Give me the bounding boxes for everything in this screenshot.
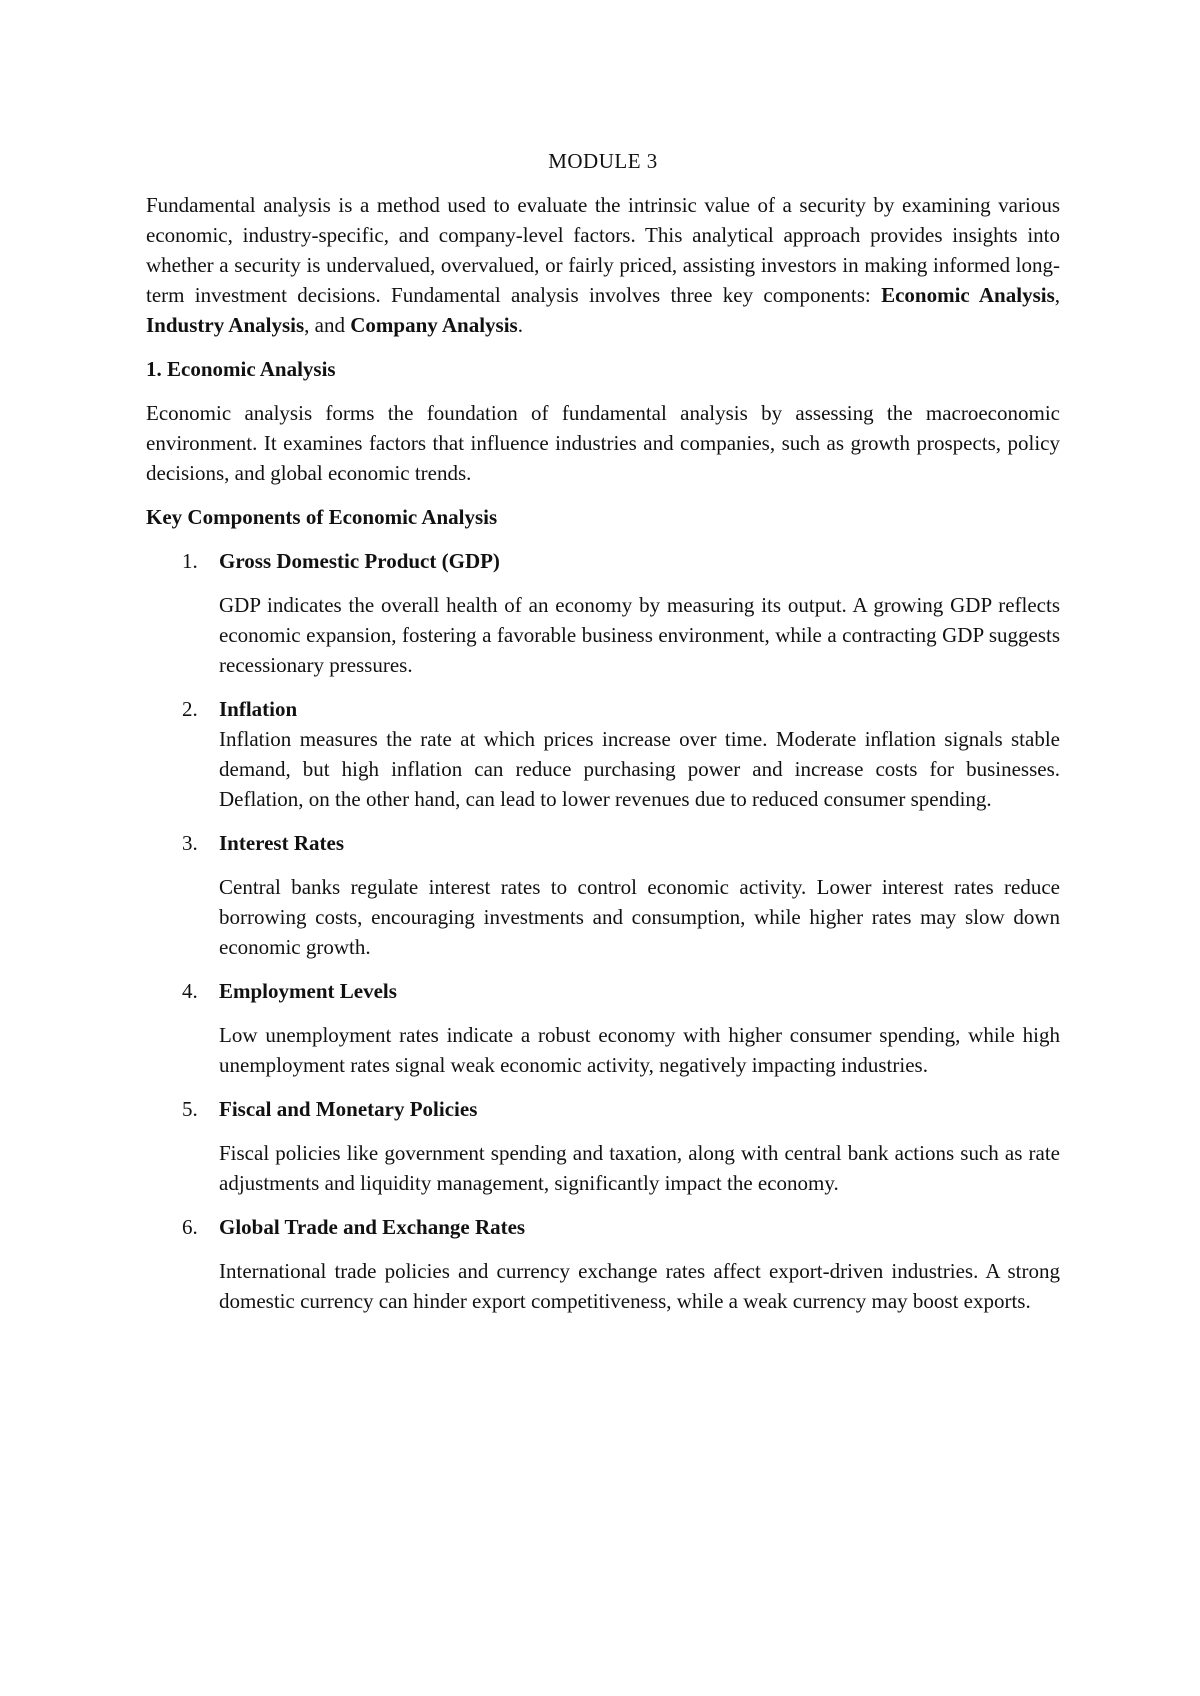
list-item-title: Gross Domestic Product (GDP) xyxy=(219,549,500,573)
list-item-number: 2. xyxy=(182,697,198,721)
list-item-title: Fiscal and Monetary Policies xyxy=(219,1097,478,1121)
list-item-gdp xyxy=(146,546,1060,680)
list-item-title: Inflation xyxy=(219,697,298,721)
list-item-title: Global Trade and Exchange Rates xyxy=(219,1215,526,1239)
intro-bold-industry: Industry Analysis xyxy=(146,313,305,337)
key-components-heading: Key Components of Economic Analysis xyxy=(146,505,498,529)
list-item-body: Central banks regulate interest rates to control economic activity. Lower interest rates reduce borrowing costs, encouraging investments and consumption, while higher rates may slow down economic growth. xyxy=(219,875,1060,959)
list-item-inflation xyxy=(146,694,1060,814)
list-item-global-trade xyxy=(146,1212,1060,1316)
economic-analysis-paragraph: Economic analysis forms the foundation of fundamental analysis by assessing the macroeconomic environment. It examines factors that influence industries and companies, such as growth prospects, policy decisions, and global economic trends. xyxy=(146,401,1060,485)
section-heading-economic-analysis: 1. Economic Analysis xyxy=(146,357,336,381)
list-item-number: 3. xyxy=(182,831,198,855)
list-item-number: 6. xyxy=(182,1215,198,1239)
list-item-interest-rates xyxy=(146,828,1060,962)
list-item-title: Interest Rates xyxy=(219,831,344,855)
intro-separator-1: , xyxy=(1054,283,1060,307)
list-item-fiscal-monetary xyxy=(146,1094,1060,1198)
intro-end: . xyxy=(517,313,523,337)
intro-bold-company: Company Analysis xyxy=(350,313,518,337)
list-item-number: 5. xyxy=(182,1097,198,1121)
intro-bold-economic: Economic Analysis xyxy=(881,283,1055,307)
list-item-number: 4. xyxy=(182,979,198,1003)
intro-separator-2: , and xyxy=(304,313,351,337)
list-item-body: GDP indicates the overall health of an economy by measuring its output. A growing GDP reflects economic expansion, fostering a favorable business environment, while a contracting GDP suggests recessionary pressures. xyxy=(219,593,1060,677)
list-item-body: Fiscal policies like government spending and taxation, along with central bank actions such as rate adjustments and liquidity management, significantly impact the economy. xyxy=(219,1141,1060,1195)
list-item-employment-levels xyxy=(146,976,1060,1080)
module-title: MODULE 3 xyxy=(548,149,658,173)
intro-text: Fundamental analysis is a method used to evaluate the intrinsic value of a security by examining various economic, industry-specific, and company-level factors. This analytical approach provides insights into whether a security is undervalued, overvalued, or fairly priced, assisting investors in making informed long-term investment decisions. Fundamental analysis involves three key components: xyxy=(146,193,1060,307)
list-item-body: International trade policies and currency exchange rates affect export-driven industries. A strong domestic currency can hinder export competitiveness, while a weak currency may boost exports. xyxy=(219,1259,1060,1313)
key-components-list xyxy=(146,546,1060,1316)
list-item-body: Inflation measures the rate at which prices increase over time. Moderate inflation signals stable demand, but high inflation can reduce purchasing power and increase costs for businesses. Deflation, on the other hand, can lead to lower revenues due to reduced consumer spending. xyxy=(219,727,1060,811)
document-content xyxy=(146,146,1060,1330)
list-item-title: Employment Levels xyxy=(219,979,397,1003)
list-item-body: Low unemployment rates indicate a robust economy with higher consumer spending, while high unemployment rates signal weak economic activity, negatively impacting industries. xyxy=(219,1023,1060,1077)
intro-paragraph xyxy=(146,190,1060,340)
list-item-number: 1. xyxy=(182,549,198,573)
